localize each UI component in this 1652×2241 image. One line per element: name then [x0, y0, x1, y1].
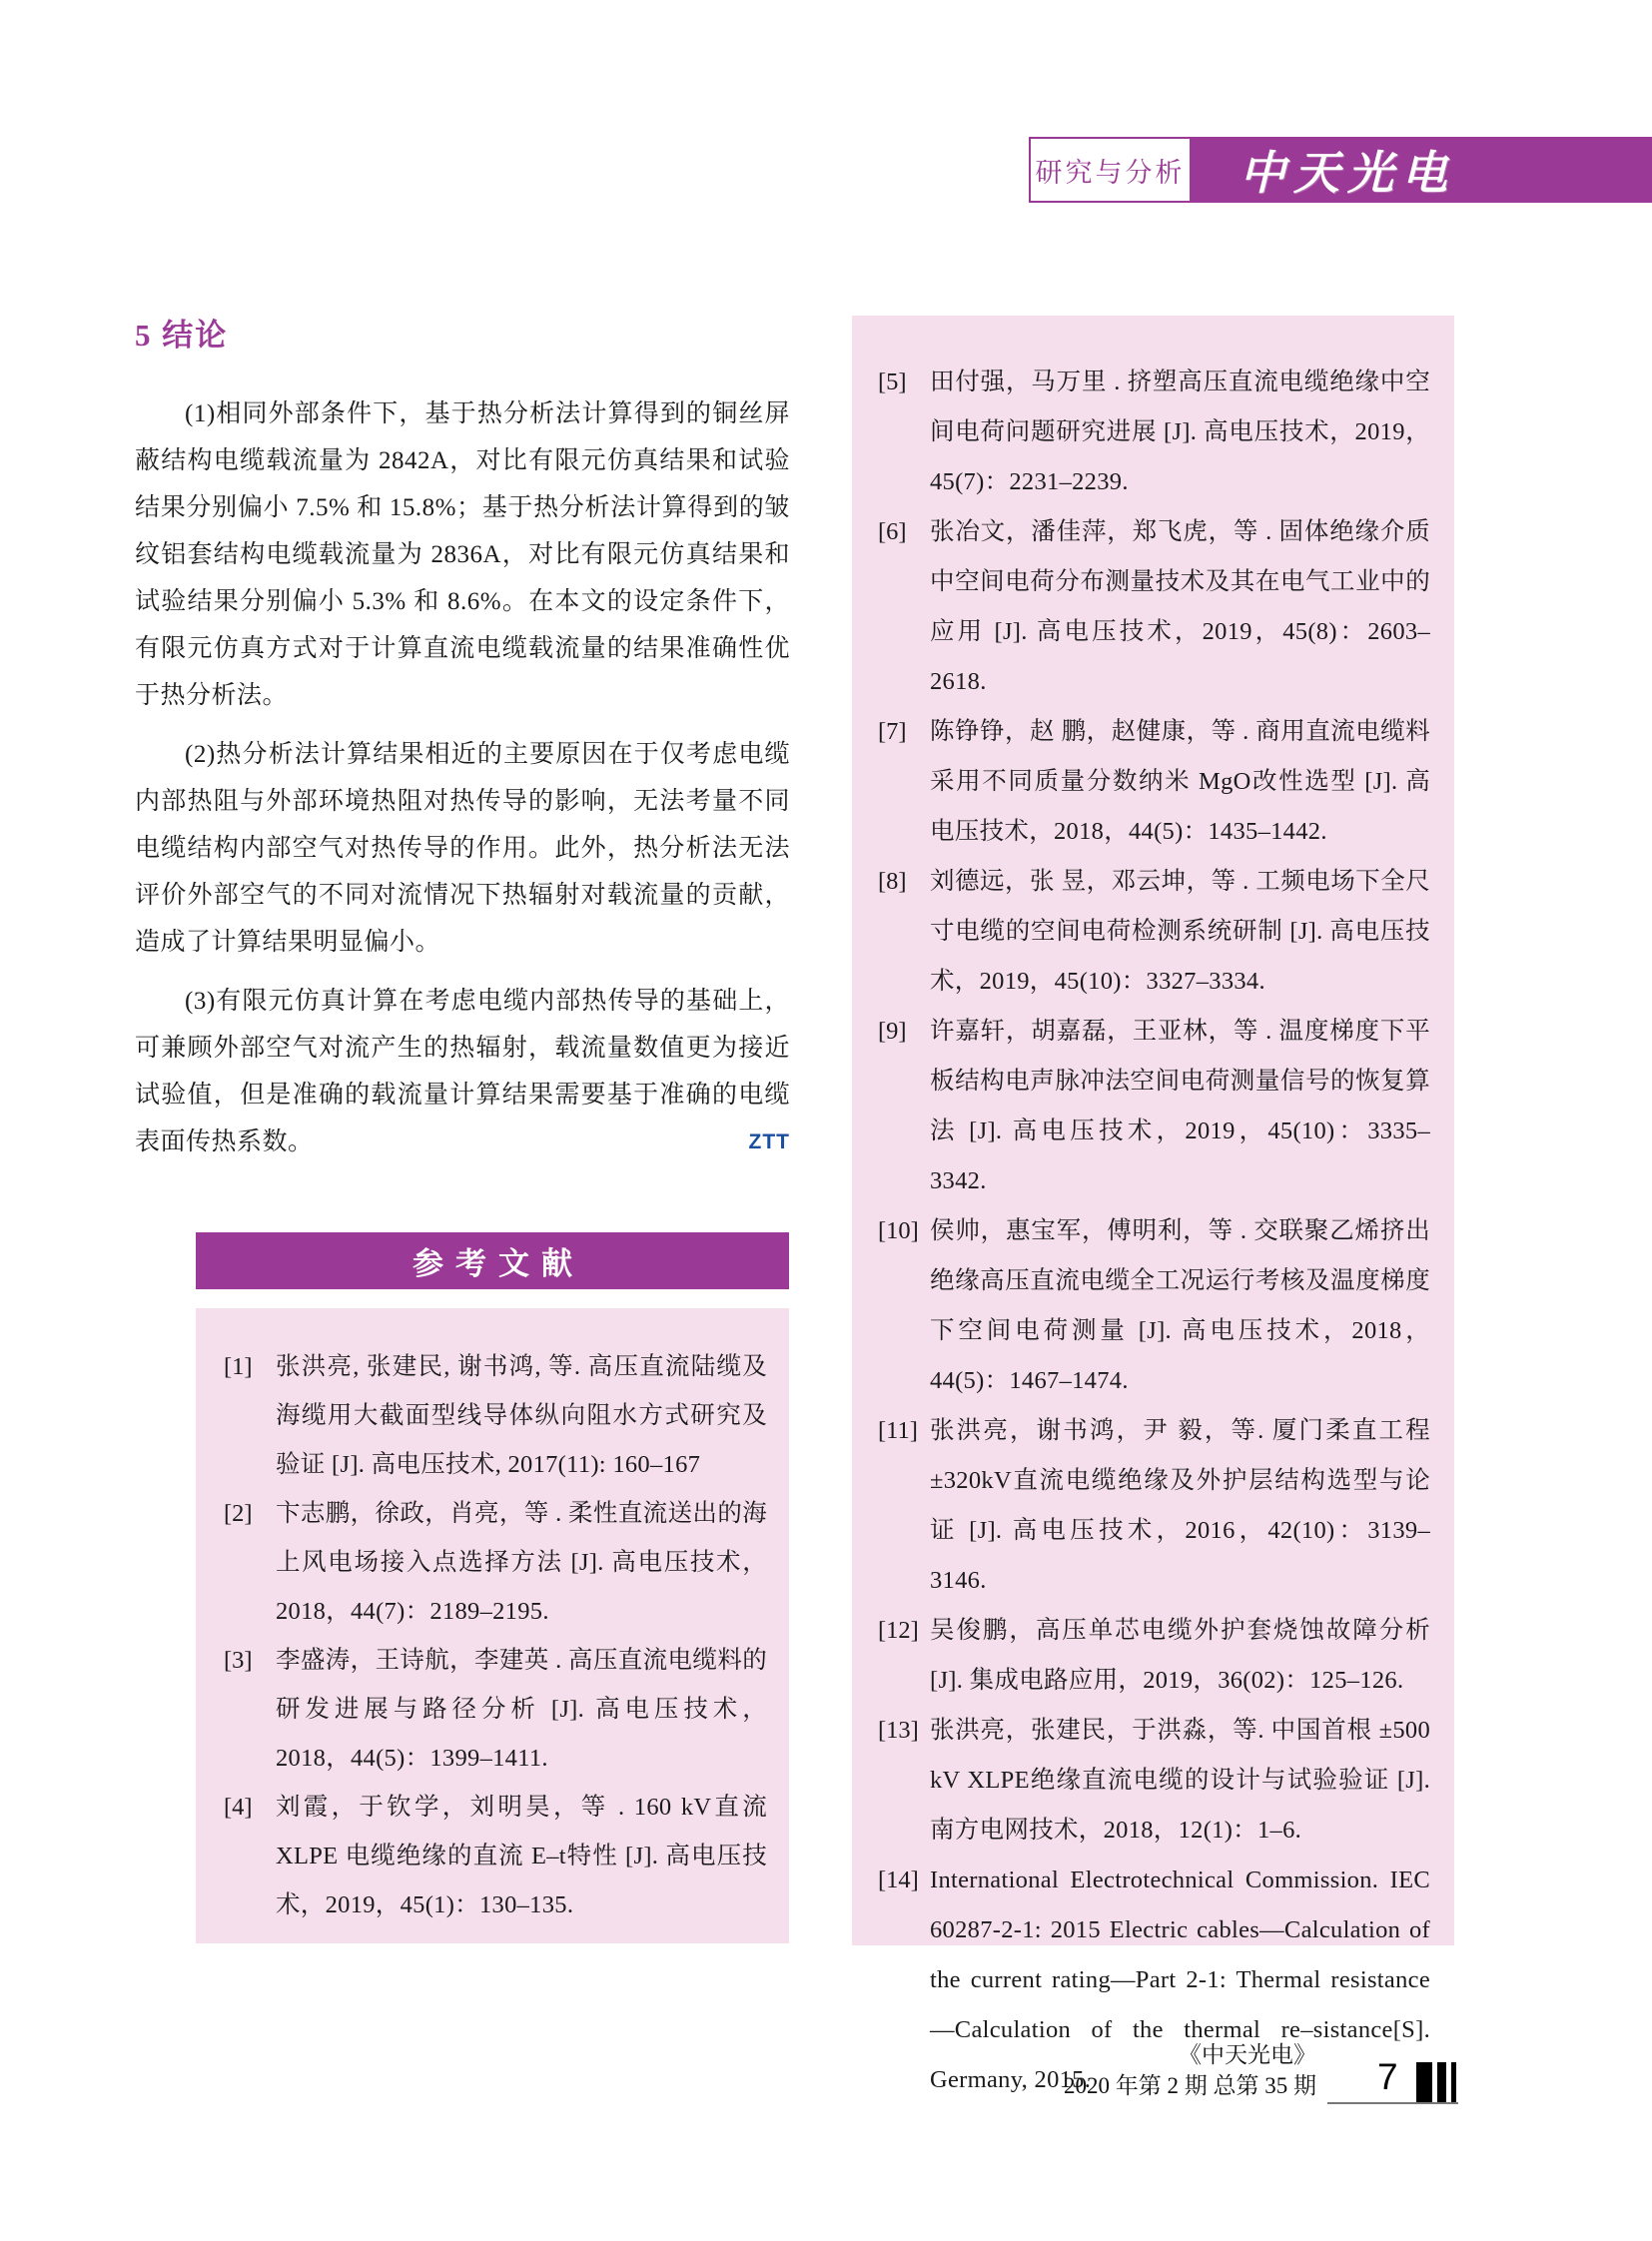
reference-text: 李盛涛，王诗航，李建英 . 高压直流电缆料的研发进展与路径分析 [J]. 高电压技术，2018，44(5)：1399–1411.: [276, 1647, 767, 1772]
reference-item: [224, 1783, 767, 1929]
page-marker: [1327, 2057, 1458, 2104]
reference-item: [224, 1489, 767, 1636]
reference-text: 张冶文，潘佳萍，郑飞虎，等 . 固体绝缘介质中空间电荷分布测量技术及其在电气工业中的应用 [J]. 高电压技术，2019，45(8)：2603–2618.: [930, 518, 1430, 695]
reference-text: 许嘉轩，胡嘉磊，王亚林，等 . 温度梯度下平板结构电声脉冲法空间电荷测量信号的恢复算法 [J]. 高电压技术，2019，45(10)：3335–3342.: [930, 1018, 1430, 1194]
reference-label: [14]: [878, 1867, 919, 1893]
reference-label: [6]: [878, 518, 907, 545]
footer-journal-info: [857, 2039, 1316, 2101]
brand-banner: [1192, 137, 1652, 203]
reference-item: [878, 358, 1430, 507]
reference-item: [878, 707, 1430, 857]
conclusion-heading: 5 结论: [135, 318, 229, 353]
reference-label: [1]: [224, 1353, 253, 1380]
reference-item: [224, 1342, 767, 1489]
references-title: 参考文献: [413, 1246, 584, 1281]
reference-item: [878, 1206, 1430, 1406]
reference-text: 卞志鹏，徐政，肖亮，等 . 柔性直流送出的海上风电场接入点选择方法 [J]. 高电压技术，2018，44(7)：2189–2195.: [276, 1500, 767, 1625]
reference-label: [7]: [878, 718, 907, 745]
reference-label: [8]: [878, 868, 907, 895]
reference-text: 张洪亮，谢书鸿，尹 毅，等. 厦门柔直工程 ±320kV直流电缆绝缘及外护层结构选型与论证 [J]. 高电压技术，2016，42(10)：3139–3146.: [930, 1417, 1430, 1594]
section-label-box: [1029, 137, 1192, 203]
footer-issue-info: 2020 年第 2 期 总第 35 期: [1064, 2073, 1316, 2098]
conclusion-paragraph-3-text: (3)有限元仿真计算在考虑电缆内部热传导的基础上，可兼顾外部空气对流产生的热辐射，载流量数值更为接近试验值，但是准确的载流量计算结果需要基于准确的电缆表面传热系数。: [135, 988, 790, 1155]
reference-label: [2]: [224, 1500, 253, 1527]
references-title-banner: [196, 1232, 789, 1289]
reference-text: International Electrotechnical Commission. IEC 60287-2-1: 2015 Electric cables—Calculation of the current rating—Part 2-1: Thermal resistance—Calculation of the thermal re–sistance[S]. Germany, 2015.: [930, 1867, 1430, 2093]
reference-text: 张洪亮, 张建民, 谢书鸿, 等. 高压直流陆缆及海缆用大截面型线导体纵向阻水方式研究及验证 [J]. 高电压技术, 2017(11): 160–167: [276, 1353, 767, 1478]
reference-text: 张洪亮，张建民，于洪淼，等. 中国首根 ±500 kV XLPE绝缘直流电缆的设计与试验验证 [J]. 南方电网技术，2018，12(1)：1–6.: [930, 1717, 1430, 1844]
reference-label: [11]: [878, 1417, 918, 1444]
footer-journal-name: 《中天光电》: [1179, 2042, 1316, 2067]
reference-item: [878, 1606, 1430, 1706]
reference-label: [5]: [878, 369, 907, 395]
reference-text: 陈铮铮，赵 鹏，赵健康，等 . 商用直流电缆料采用不同质量分数纳米 MgO改性选型 [J]. 高电压技术，2018，44(5)：1435–1442.: [930, 718, 1430, 845]
reference-item: [878, 1406, 1430, 1606]
reference-label: [4]: [224, 1794, 253, 1821]
conclusion-paragraph-3: [135, 978, 790, 1165]
section-label: 研究与分析: [1035, 157, 1186, 188]
reference-label: [10]: [878, 1217, 919, 1244]
references-left-panel: [196, 1308, 789, 1943]
reference-label: [13]: [878, 1717, 919, 1744]
conclusion-paragraph-1: (1)相同外部条件下，基于热分析法计算得到的铜丝屏蔽结构电缆载流量为 2842A，对比有限元仿真结果和试验结果分别偏小 7.5% 和 15.8%；基于热分析法计算得到的皱纹铝套结构电缆载流量为 2836A，对比有限元仿真结果和试验结果分别偏小 5.3% 和 8.6%。在本文的设定条件下，有限元仿真方式对于计算直流电缆载流量的结果准确性优于热分析法。: [135, 400, 790, 709]
reference-item: [224, 1636, 767, 1783]
reference-text: 侯帅，惠宝军，傅明利，等 . 交联聚乙烯挤出绝缘高压直流电缆全工况运行考核及温度梯度下空间电荷测量 [J]. 高电压技术，2018，44(5)：1467–1474.: [930, 1217, 1430, 1394]
conclusion-paragraph-2: (2)热分析法计算结果相近的主要原因在于仅考虑电缆内部热阻与外部环境热阻对热传导的影响，无法考量不同电缆结构内部空气对热传导的作用。此外，热分析法无法评价外部空气的不同对流情况下热辐射对载流量的贡献，造成了计算结果明显偏小。: [135, 741, 790, 956]
reference-item: [878, 507, 1430, 707]
ztt-end-mark: ZTT: [748, 1130, 790, 1153]
reference-item: [878, 857, 1430, 1007]
reference-label: [9]: [878, 1018, 907, 1045]
reference-label: [3]: [224, 1647, 253, 1674]
reference-item: [878, 1007, 1430, 1206]
reference-text: 田付强，马万里 . 挤塑高压直流电缆绝缘中空间电荷问题研究进展 [J]. 高电压技术，2019，45(7)：2231–2239.: [930, 369, 1430, 495]
reference-text: 吴俊鹏，高压单芯电缆外护套烧蚀故障分析 [J]. 集成电路应用，2019，36(02)：125–126.: [930, 1617, 1430, 1694]
page-marker-bars-icon: [1416, 2062, 1456, 2102]
reference-text: 刘德远，张 昱，邓云坤，等 . 工频电场下全尺寸电缆的空间电荷检测系统研制 [J]. 高电压技术，2019，45(10)：3327–3334.: [930, 868, 1430, 995]
reference-text: 刘霞，于钦学，刘明昊，等 . 160 kV直流 XLPE 电缆绝缘的直流 E–t特性 [J]. 高电压技术，2019，45(1)：130–135.: [276, 1794, 767, 1918]
reference-label: [12]: [878, 1617, 919, 1644]
page-number: 7: [1377, 2056, 1398, 2097]
brand-logo: 中天光电: [1239, 148, 1455, 199]
reference-item: [878, 1706, 1430, 1856]
conclusion-section: [135, 310, 790, 1177]
